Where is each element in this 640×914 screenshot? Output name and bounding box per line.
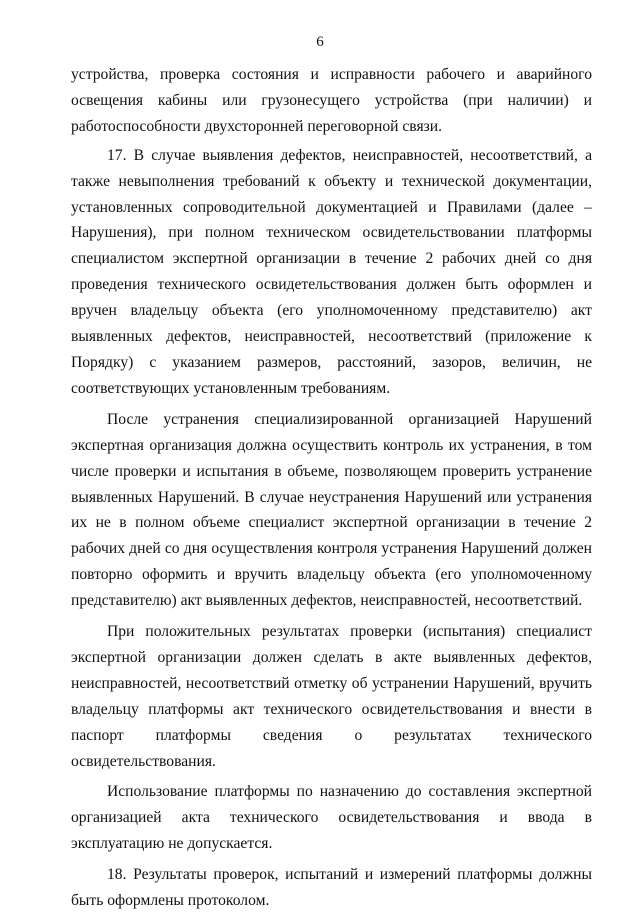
paragraph-item-18: 18. Результаты проверок, испытаний и измерений платформы должны быть оформлены протоколом. — [71, 866, 592, 910]
paragraph-positive-results: При положительных результатах проверки (испытания) специалист экспертной организации должен сделать в акте выявленных дефектов, неисправностей, несоответствий отметку об устранении Нарушений, вручить владельцу платформы акт технического освидетельствования и внести в паспорт платформы сведения о результатах технического освидетельствования. — [71, 623, 592, 770]
page-number: 6 — [316, 34, 324, 50]
paragraph-usage-restriction: Использование платформы по назначению до составления экспертной организацией акта технического освидетельствования и ввода в эксплуатацию не допускается. — [71, 783, 592, 853]
paragraph-continuation: устройства, проверка состояния и исправности рабочего и аварийного освещения кабины или грузонесущего устройства (при наличии) и работоспособности двухсторонней переговорной связи. — [71, 66, 592, 135]
paragraph-item-17: 17. В случае выявления дефектов, неисправностей, несоответствий, а также невыполнения требований к объекту и технической документации, установленных сопроводительной документацией и Правилами (далее – Нарушения), при полном техническом освидетельствовании платформы специалистом экспертной организации в течение 2 рабочих дней со дня проведения технического освидетельствования должен быть оформлен и вручен владельцу объекта (его уполномоченному представителю) акт выявленных дефектов, неисправностей, несоответствий (приложение к Порядку) с указанием размеров, расстояний, зазоров, величин, не соответствующих установленным требованиям. — [71, 146, 592, 397]
paragraph-after-elimination: После устранения специализированной организацией Нарушений экспертная организация должна осуществить контроль их устранения, в том числе проверки и испытания в объеме, позволяющем проверить устранение выявленных Нарушений. В случае неустранения Нарушений или устранения их не в полном объеме специалист экспертной организации в течение 2 рабочих дней со дня осуществления контроля устранения Нарушений должен повторно оформить и вручить владельцу объекта (его уполномоченному представителю) акт выявленных дефектов, неисправностей, несоответствий. — [71, 410, 592, 610]
document-body — [71, 62, 592, 914]
